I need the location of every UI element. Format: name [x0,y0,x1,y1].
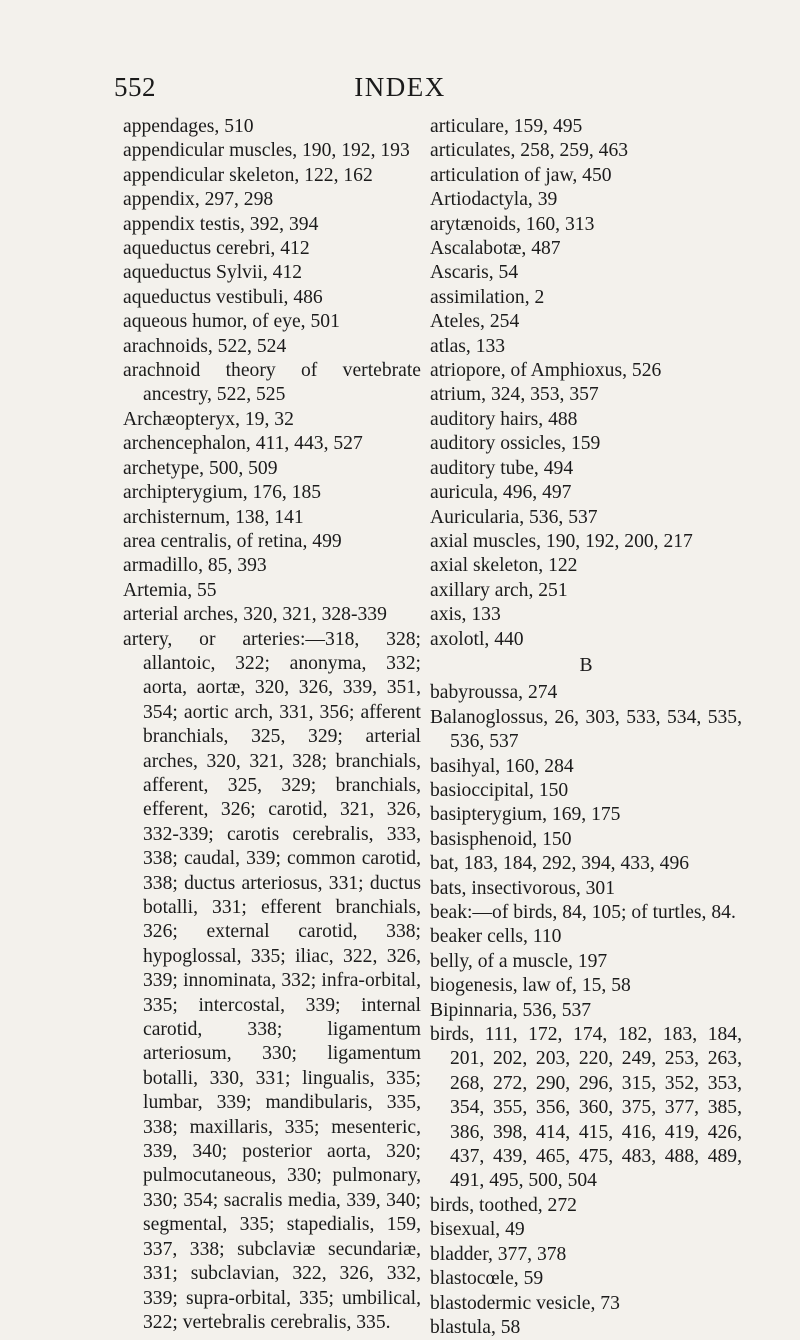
index-entry: aqueductus cerebri, 412 [123,238,310,260]
index-entry: axolotl, 440 [430,628,524,650]
index-entry: Auricularia, 536, 537 [430,506,598,528]
index-entry: bladder, 377, 378 [430,1243,567,1265]
index-entry: beaker cells, 110 [430,926,562,948]
index-entry: aqueductus Sylvii, 412 [123,262,303,284]
index-entry: babyroussa, 274 [430,682,558,704]
index-entry: atrium, 324, 353, 357 [430,384,599,406]
index-entry: blastula, 58 [430,1316,521,1338]
index-entry: axillary arch, 251 [430,579,568,601]
index-entry: archetype, 500, 509 [123,457,278,479]
index-entry: Artemia, 55 [123,579,217,601]
index-entry: Ascaris, 54 [430,262,519,284]
index-entry: bisexual, 49 [430,1219,525,1241]
page-title: INDEX [354,72,446,102]
page-header [0,72,800,106]
index-entry: axial skeleton, 122 [430,555,578,577]
index-entry: atlas, 133 [430,335,506,357]
index-entry: archisternum, 138, 141 [123,506,304,528]
index-entry: birds, 111, 172, 174, 182, 183, 184, 201, 202, 203, 220, 249, 253, 263, 268, 272, 290, 296, 315, 352, 353, 354, 355, 356, 360, 375, 377, 385, 386, 398, 414, 415, 416, 419, 426, 437, 439, 465, 475, 483, 488, 489, 491, 495, 500, 504 [430,1024,742,1192]
index-entry: aqueous humor, of eye, 501 [123,311,340,333]
index-entry: assimilation, 2 [430,286,545,308]
page-number: 552 [114,72,156,102]
index-entry: Balanoglossus, 26, 303, 533, 534, 535, 536, 537 [430,706,742,753]
index-entry: beak:—of birds, 84, 105; of turtles, 84. [430,902,736,923]
index-entry: Archæopteryx, 19, 32 [123,408,294,430]
index-entry: basioccipital, 150 [430,779,569,801]
index-entry: articulates, 258, 259, 463 [430,140,629,162]
index-entry: arterial arches, 320, 321, 328-339 [123,604,387,626]
index-entry: Artiodactyla, 39 [430,189,558,211]
index-entry: bat, 183, 184, 292, 394, 433, 496 [430,853,690,875]
index-entry: appendix, 297, 298 [123,189,274,211]
index-entry: arytænoids, 160, 313 [430,213,595,235]
index-entry: basihyal, 160, 284 [430,755,574,777]
index-entry: biogenesis, law of, 15, 58 [430,975,631,997]
left-column [123,115,421,1335]
index-entry: blastodermic vesicle, 73 [430,1292,620,1314]
index-entry: axis, 133 [430,604,501,626]
index-entry: articulation of jaw, 450 [430,164,612,186]
index-entry: armadillo, 85, 393 [123,555,267,577]
index-entry: auricula, 496, 497 [430,482,572,504]
index-entry: appendages, 510 [123,116,254,137]
index-entry: arachnoid theory of vertebrate ancestry, 522, 525 [123,360,421,406]
index-entry: Ascalabotæ, 487 [430,238,561,260]
section-letter: B [579,654,593,676]
index-entry: belly, of a muscle, 197 [430,950,608,972]
index-entry: blastocœle, 59 [430,1268,544,1290]
index-entry: auditory ossicles, 159 [430,433,601,455]
index-entry: area centralis, of retina, 499 [123,530,342,552]
index-entry: appendicular skeleton, 122, 162 [123,164,373,186]
index-entry: basisphenoid, 150 [430,828,572,850]
index-entry: articulare, 159, 495 [430,116,583,137]
index-entry: Ateles, 254 [430,311,520,333]
index-entry: Bipinnaria, 536, 537 [430,999,592,1021]
index-entry: aqueductus vestibuli, 486 [123,286,323,308]
index-entry: appendicular muscles, 190, 192, 193 [123,140,410,162]
index-entry: archipterygium, 176, 185 [123,482,322,504]
index-entry: basipterygium, 169, 175 [430,804,621,826]
index-entry: appendix testis, 392, 394 [123,213,319,235]
right-column [430,115,742,1340]
index-entry: bats, insectivorous, 301 [430,877,616,899]
index-entry: arachnoids, 522, 524 [123,335,287,357]
index-entry: axial muscles, 190, 192, 200, 217 [430,530,693,552]
index-entry: auditory tube, 494 [430,457,574,479]
index-entry: artery, or arteries:—318, 328; allantoic, 322; anonyma, 332; aorta, aortæ, 320, 326, 339, 351, 354; aortic arch, 331, 356; afferent branchials, 325, 329; arterial arches, 320, 321, 328; branchials, afferent, 325, 329; branchials, efferent, 326; carotid, 321, 326, 332-339; carotis cerebralis, 333, 338; caudal, 339; common carotid, 338; ductus arteriosus, 331; ductus botalli, 331; efferent branchials, 326; external carotid, 338; hypoglossal, 335; iliac, 322, 326, 339; innominata, 332; infra-orbital, 335; intercostal, 339; internal carotid, 338; ligamentum arteriosum, 330; ligamentum botalli, 330, 331; lingualis, 335; lumbar, 339; mandibularis, 335, 338; maxillaris, 335; mesenteric, 339, 340; posterior aorta, 320; pulmocutaneous, 330; pulmonary, 330; 354; sacralis media, 339, 340; segmental, 335; stapedialis, 159, 337, 338; subclaviæ secundariæ, 331; subclavian, 322, 326, 332, 339; supra-orbital, 335; umbilical, 322; vertebralis cerebralis, 335. [123,628,421,1333]
index-entry: auditory hairs, 488 [430,408,578,430]
index-entry: archencephalon, 411, 443, 527 [123,433,363,455]
index-entry: atriopore, of Amphioxus, 526 [430,360,662,382]
index-entry: birds, toothed, 272 [430,1194,577,1216]
